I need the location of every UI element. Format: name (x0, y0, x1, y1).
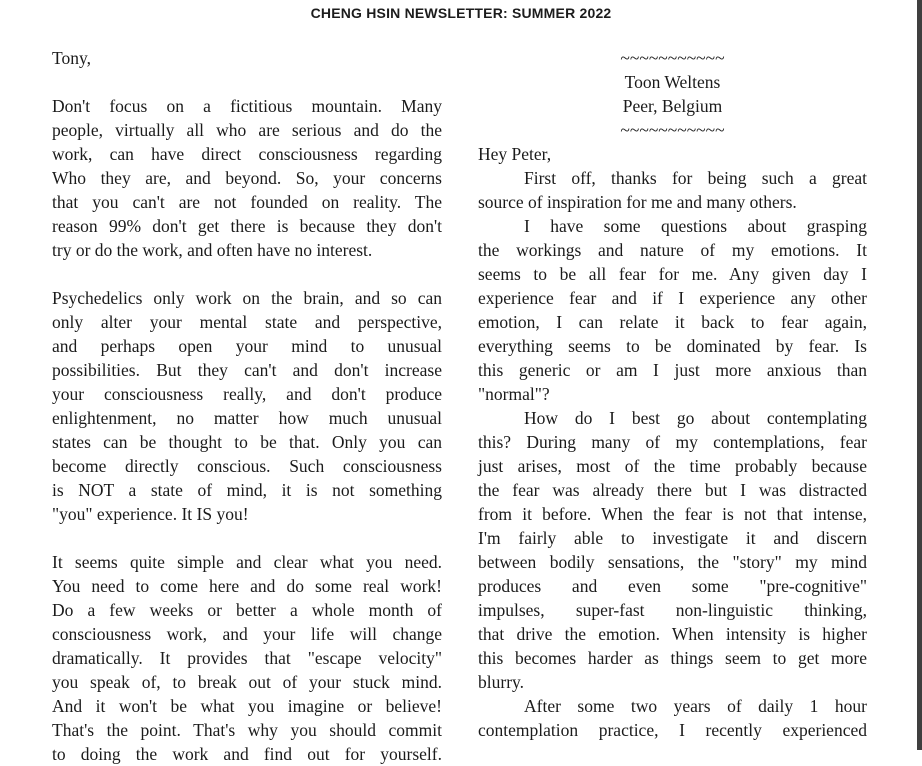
text-line: your consciousness really, and don't produce (52, 384, 442, 404)
text-line: enlightenment, no matter how much unusual (52, 408, 442, 428)
left-paragraph-1 (52, 94, 442, 262)
text-line: Don't focus on a fictitious mountain. Many (52, 96, 442, 116)
tilde-divider-top: ~~~~~~~~~~~ (620, 48, 725, 68)
left-paragraph-3 (52, 550, 442, 742)
text-line: I have some questions about grasping (524, 216, 867, 236)
left-salutation: Tony, (52, 48, 91, 68)
text-line: emotion, I can relate it back to fear again, (478, 312, 867, 332)
text-line: possibilities. But they can't and don't increase (52, 360, 442, 380)
text-line: "normal"? (478, 384, 550, 404)
text-line: contemplation practice, I recently experienced (478, 720, 867, 740)
text-line: produces and even some "pre-cognitive" (478, 576, 867, 596)
text-line: impulses, super-fast non-linguistic thinking, (478, 600, 867, 620)
text-line: "you" experience. It IS you! (52, 504, 249, 524)
clipped-partial-line: to doing the work and find out for yourself. (52, 744, 442, 764)
right-column (478, 46, 867, 742)
text-line: reason 99% don't get there is because they don't (52, 216, 442, 236)
text-line: source of inspiration for me and many others. (478, 192, 797, 212)
text-line: everything seems to be dominated by fear. Is (478, 336, 867, 356)
text-line: Do a few weeks or better a whole month of (52, 600, 442, 620)
text-line: this generic or am I just more anxious than (478, 360, 867, 380)
text-line: between bodily sensations, the "story" my mind (478, 552, 867, 572)
text-line: blurry. (478, 672, 525, 692)
text-line: It seems quite simple and clear what you need. (52, 552, 442, 572)
page-title: CHENG HSIN NEWSLETTER: SUMMER 2022 (310, 5, 612, 21)
text-line: from it before. When the fear is not that intense, (478, 504, 867, 524)
screenshot-edge-strip (917, 0, 922, 750)
signature-location: Peer, Belgium (622, 96, 723, 116)
text-line: you speak of, to break out of your stuck mind. (52, 672, 442, 692)
text-line: Psychedelics only work on the brain, and so can (52, 288, 442, 308)
text-line: only alter your mental state and perspective, (52, 312, 442, 332)
text-line: How do I best go about contemplating (524, 408, 867, 428)
text-line: people, virtually all who are serious and do the (52, 120, 442, 140)
text-line: the workings and nature of my emotions. It (478, 240, 867, 260)
right-paragraph-2 (478, 214, 867, 406)
text-line: the fear was already there but I was distracted (478, 480, 867, 500)
left-column (52, 46, 442, 766)
text-line: dramatically. It provides that "escape velocity" (52, 648, 442, 668)
text-line: become directly conscious. Such consciousness (52, 456, 442, 476)
text-line: that you can't are not founded on reality. The (52, 192, 442, 212)
text-line: this becomes harder as things seem to get more (478, 648, 867, 668)
signature-block (478, 46, 867, 142)
text-line: First off, thanks for being such a great (524, 168, 867, 188)
text-line: That's the point. That's why you should commit (52, 720, 442, 740)
right-paragraph-3 (478, 406, 867, 694)
text-line: experience fear and if I experience any other (478, 288, 867, 308)
text-line: And it won't be what you imagine or believe! (52, 696, 442, 716)
text-line: work, can have direct consciousness regarding (52, 144, 442, 164)
text-line: After some two years of daily 1 hour (524, 696, 867, 716)
signature-name: Toon Weltens (624, 72, 721, 92)
right-paragraph-4 (478, 694, 867, 742)
text-line: try or do the work, and often have no interest. (52, 240, 373, 260)
tilde-divider-bottom: ~~~~~~~~~~~ (620, 120, 725, 140)
text-line: and perhaps open your mind to unusual (52, 336, 442, 356)
text-line: Who they are, and beyond. So, your concerns (52, 168, 442, 188)
text-line: that drive the emotion. When intensity is higher (478, 624, 867, 644)
text-line: just arises, most of the time probably because (478, 456, 867, 476)
text-line: states can be thought to be that. Only you can (52, 432, 442, 452)
right-paragraph-1 (478, 166, 867, 214)
text-line: this? During many of my contemplations, fear (478, 432, 867, 452)
text-line: You need to come here and do some real work! (52, 576, 442, 596)
text-line: consciousness work, and your life will change (52, 624, 442, 644)
text-line: I'm fairly able to investigate it and discern (478, 528, 867, 548)
left-paragraph-2 (52, 286, 442, 526)
text-line: is NOT a state of mind, it is not something (52, 480, 442, 500)
text-line: seems to be all fear for me. Any given day I (478, 264, 867, 284)
right-salutation: Hey Peter, (478, 144, 552, 164)
